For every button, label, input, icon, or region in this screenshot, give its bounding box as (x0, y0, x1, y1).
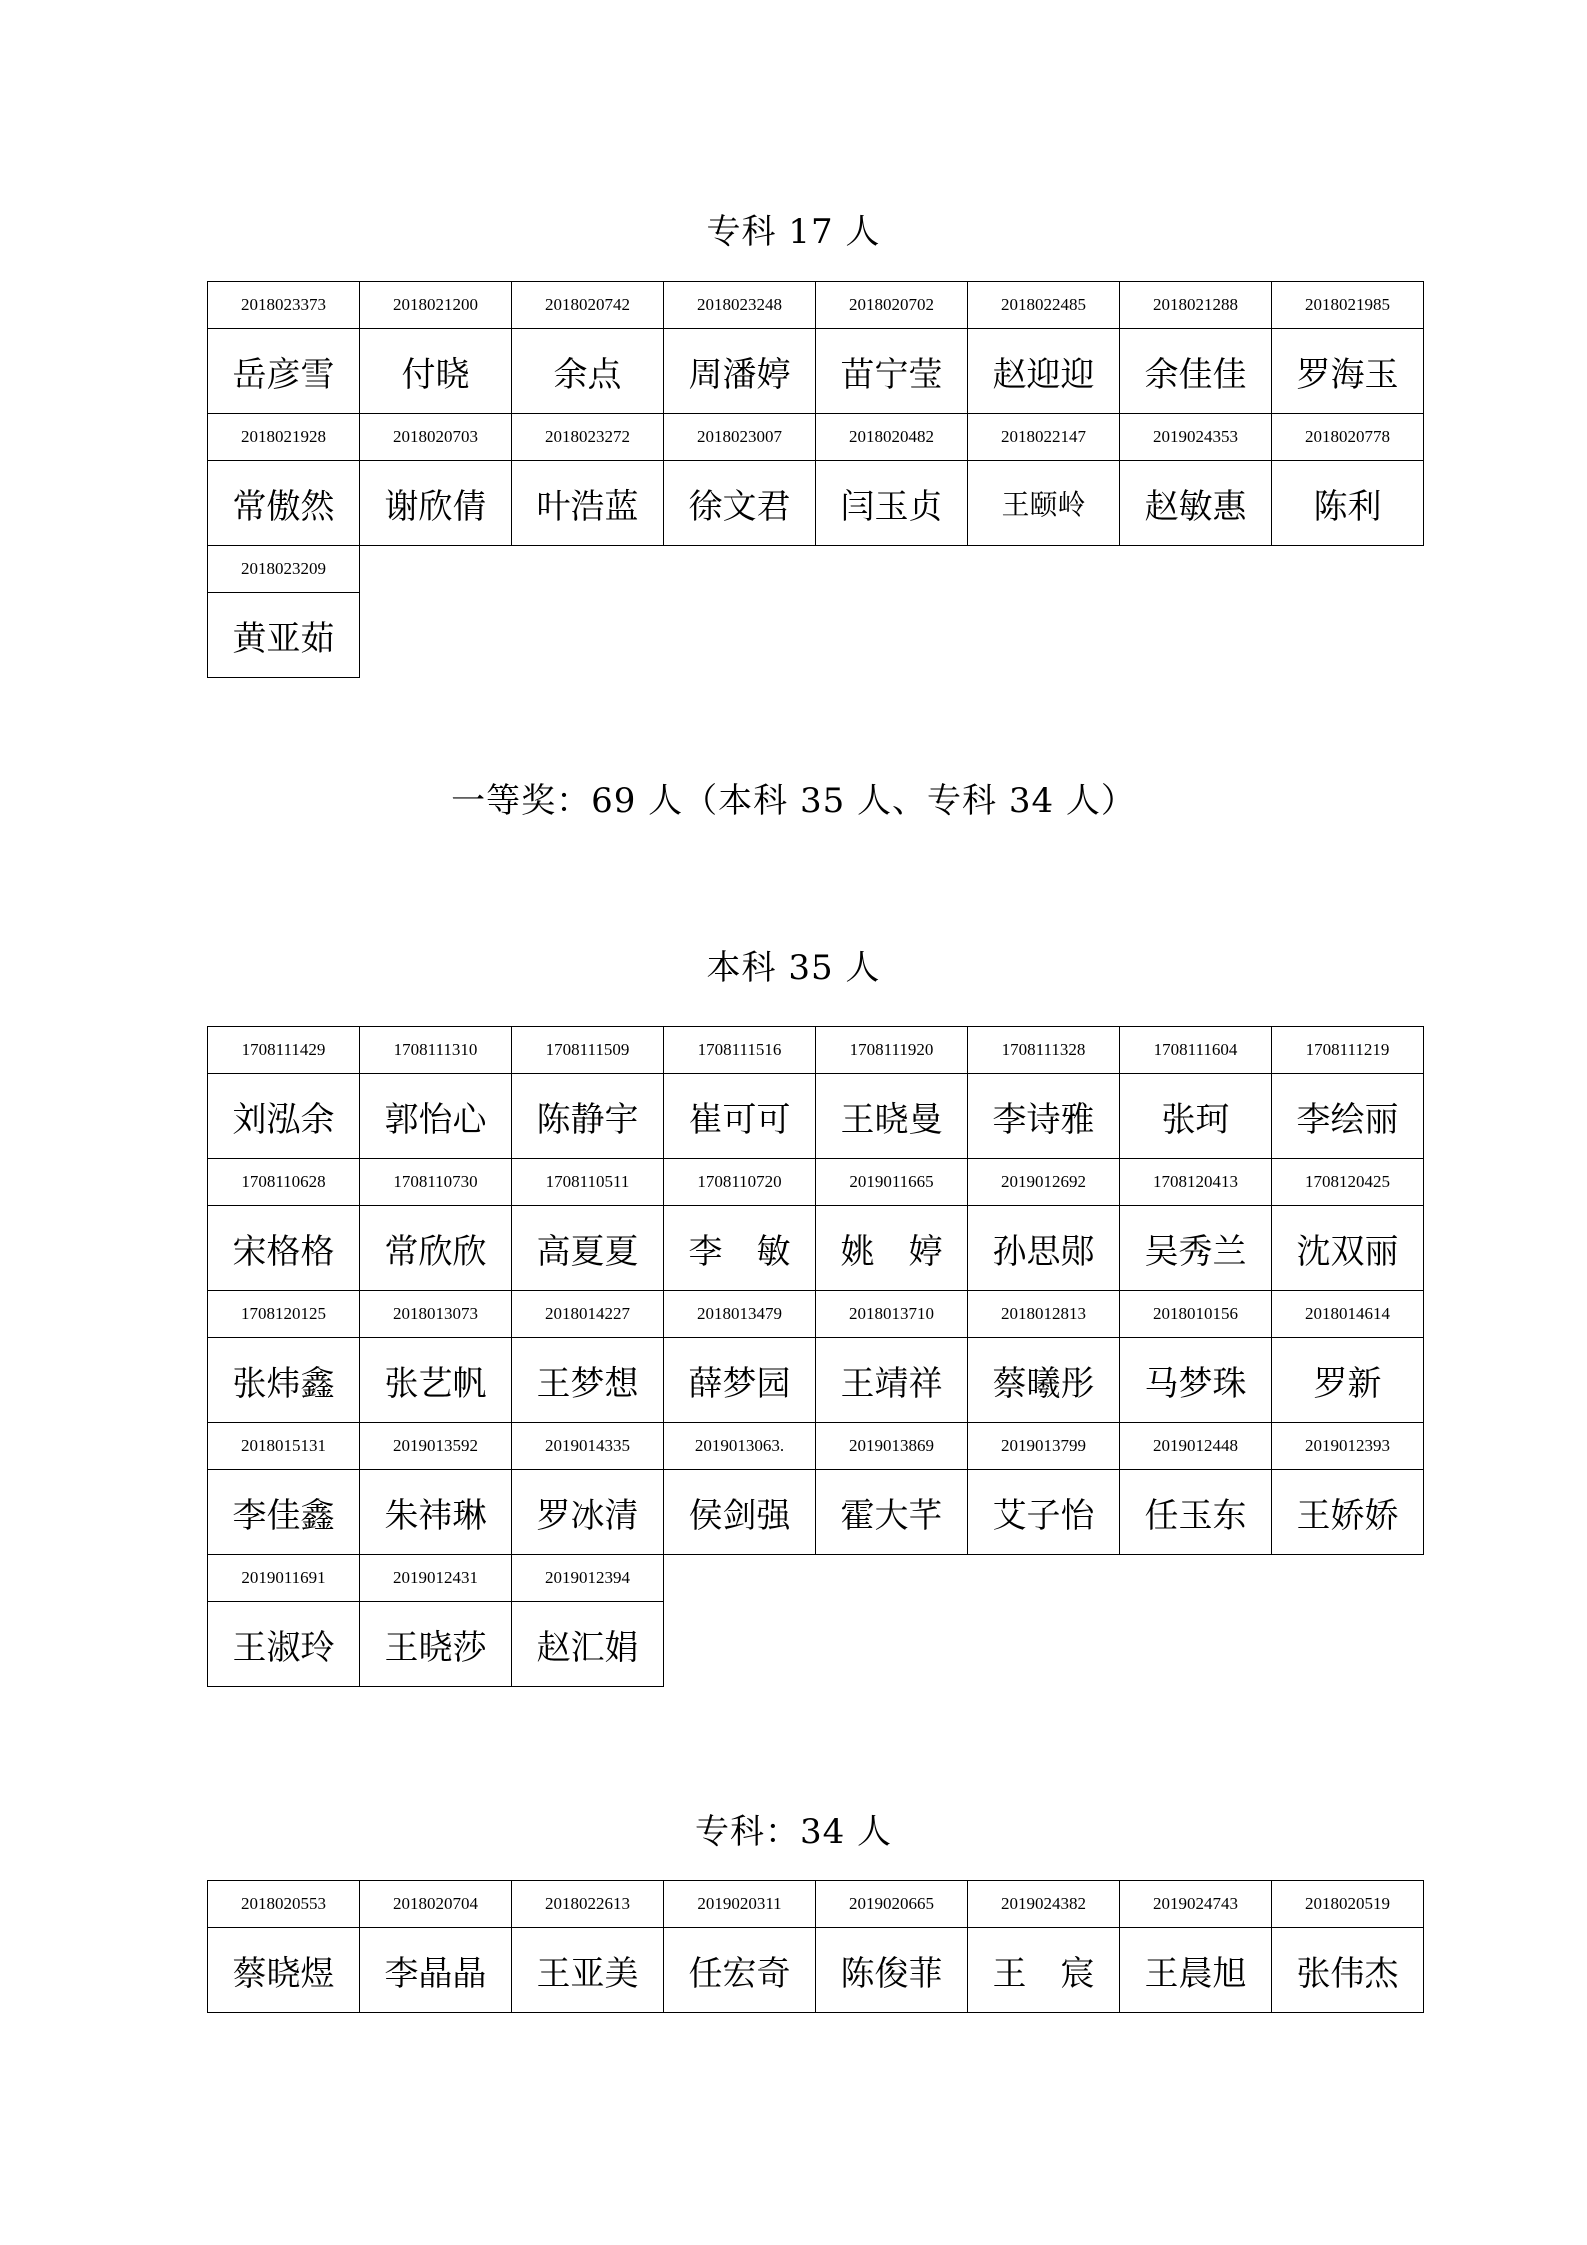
id-row (208, 282, 1424, 329)
student-name: 罗海玉 (1272, 329, 1424, 414)
name-row (208, 593, 1424, 678)
student-name: 朱祎琳 (360, 1470, 512, 1555)
student-id: 2018020553 (208, 1881, 360, 1928)
student-name: 蔡晓煜 (208, 1928, 360, 2013)
section-title-zhuanke-34: 专科：34 人 (694, 1812, 893, 1852)
student-name: 李佳鑫 (208, 1470, 360, 1555)
id-row (208, 414, 1424, 461)
student-id: 2018021288 (1120, 282, 1272, 329)
student-id: 2019014335 (512, 1423, 664, 1470)
student-name: 张伟杰 (1272, 1928, 1424, 2013)
student-id: 2018020742 (512, 282, 664, 329)
student-name: 王颐岭 (968, 461, 1120, 546)
id-row (208, 1555, 1424, 1602)
student-name: 李晶晶 (360, 1928, 512, 2013)
name-row (208, 1928, 1424, 2013)
student-id: 2018023209 (208, 546, 360, 593)
student-name: 谢欣倩 (360, 461, 512, 546)
student-name: 周潘婷 (664, 329, 816, 414)
student-name: 霍大芊 (816, 1470, 968, 1555)
student-name: 陈静宇 (512, 1074, 664, 1159)
student-name: 赵汇娟 (512, 1602, 664, 1687)
student-id: 2018020778 (1272, 414, 1424, 461)
student-name: 赵敏惠 (1120, 461, 1272, 546)
name-row (208, 1074, 1424, 1159)
student-name: 王 宸 (968, 1928, 1120, 2013)
student-name: 吴秀兰 (1120, 1206, 1272, 1291)
student-id: 2019013063. (664, 1423, 816, 1470)
student-id: 2018015131 (208, 1423, 360, 1470)
student-id: 1708110730 (360, 1159, 512, 1206)
student-id: 2019013592 (360, 1423, 512, 1470)
student-name: 张珂 (1120, 1074, 1272, 1159)
id-row (208, 1159, 1424, 1206)
student-name: 侯剑强 (664, 1470, 816, 1555)
student-table-benke-35 (207, 1026, 1424, 1687)
student-id: 2019012448 (1120, 1423, 1272, 1470)
student-id: 2018020482 (816, 414, 968, 461)
student-name: 王晨旭 (1120, 1928, 1272, 2013)
student-id: 1708120413 (1120, 1159, 1272, 1206)
student-name: 崔可可 (664, 1074, 816, 1159)
name-row (208, 461, 1424, 546)
student-name: 王靖祥 (816, 1338, 968, 1423)
student-name: 余佳佳 (1120, 329, 1272, 414)
student-id: 2019012431 (360, 1555, 512, 1602)
student-name: 张艺帆 (360, 1338, 512, 1423)
student-name: 王淑玲 (208, 1602, 360, 1687)
student-id: 2019013869 (816, 1423, 968, 1470)
student-id: 1708111509 (512, 1027, 664, 1074)
name-row (208, 1206, 1424, 1291)
student-table-zhuanke-17 (207, 281, 1424, 678)
student-id: 2019011691 (208, 1555, 360, 1602)
student-name: 王晓曼 (816, 1074, 968, 1159)
student-id: 1708111516 (664, 1027, 816, 1074)
student-id: 2019020311 (664, 1881, 816, 1928)
student-id: 1708120125 (208, 1291, 360, 1338)
student-name: 沈双丽 (1272, 1206, 1424, 1291)
id-row (208, 1423, 1424, 1470)
student-id: 2018020703 (360, 414, 512, 461)
student-id: 2018010156 (1120, 1291, 1272, 1338)
student-name: 常傲然 (208, 461, 360, 546)
student-name: 薛梦园 (664, 1338, 816, 1423)
student-id: 2019024382 (968, 1881, 1120, 1928)
student-name: 付晓 (360, 329, 512, 414)
student-id: 2018022147 (968, 414, 1120, 461)
student-name: 叶浩蓝 (512, 461, 664, 546)
student-name: 徐文君 (664, 461, 816, 546)
student-name: 余点 (512, 329, 664, 414)
student-id: 2018013710 (816, 1291, 968, 1338)
student-id: 1708111429 (208, 1027, 360, 1074)
section-title-zhuanke-17: 专科 17 人 (706, 212, 881, 252)
student-name: 任宏奇 (664, 1928, 816, 2013)
student-id: 2018023373 (208, 282, 360, 329)
name-row (208, 1338, 1424, 1423)
id-row (208, 1291, 1424, 1338)
section-title-first-prize: 一等奖：69 人（本科 35 人、专科 34 人） (451, 781, 1136, 821)
student-name: 艾子怡 (968, 1470, 1120, 1555)
student-id: 2018022613 (512, 1881, 664, 1928)
student-id: 1708111604 (1120, 1027, 1272, 1074)
name-row (208, 1602, 1424, 1687)
student-id: 2018014227 (512, 1291, 664, 1338)
student-id: 2019013799 (968, 1423, 1120, 1470)
student-name: 黄亚茹 (208, 593, 360, 678)
student-name: 马梦珠 (1120, 1338, 1272, 1423)
student-id: 2018023248 (664, 282, 816, 329)
student-name: 岳彦雪 (208, 329, 360, 414)
student-id: 2019024353 (1120, 414, 1272, 461)
student-name: 张炜鑫 (208, 1338, 360, 1423)
student-id: 2019012394 (512, 1555, 664, 1602)
student-id: 2019011665 (816, 1159, 968, 1206)
student-name: 高夏夏 (512, 1206, 664, 1291)
student-name: 苗宁莹 (816, 329, 968, 414)
id-row (208, 1027, 1424, 1074)
section-title-benke-35: 本科 35 人 (706, 948, 881, 988)
student-name: 李 敏 (664, 1206, 816, 1291)
student-id: 2019012393 (1272, 1423, 1424, 1470)
student-name: 刘泓余 (208, 1074, 360, 1159)
student-id: 2018012813 (968, 1291, 1120, 1338)
student-id: 2019020665 (816, 1881, 968, 1928)
student-id: 2018014614 (1272, 1291, 1424, 1338)
student-id: 2018013479 (664, 1291, 816, 1338)
student-id: 2018023007 (664, 414, 816, 461)
student-id: 1708111920 (816, 1027, 968, 1074)
student-table-zhuanke-34 (207, 1880, 1424, 2013)
student-id: 2019012692 (968, 1159, 1120, 1206)
student-id: 2018021200 (360, 282, 512, 329)
student-name: 王晓莎 (360, 1602, 512, 1687)
student-id: 2018020519 (1272, 1881, 1424, 1928)
student-id: 2018013073 (360, 1291, 512, 1338)
student-id: 1708111310 (360, 1027, 512, 1074)
student-name: 罗冰清 (512, 1470, 664, 1555)
student-name: 常欣欣 (360, 1206, 512, 1291)
student-name: 王亚美 (512, 1928, 664, 2013)
student-name: 姚 婷 (816, 1206, 968, 1291)
student-id: 1708120425 (1272, 1159, 1424, 1206)
student-name: 赵迎迎 (968, 329, 1120, 414)
student-name: 罗新 (1272, 1338, 1424, 1423)
student-id: 1708110511 (512, 1159, 664, 1206)
student-name: 宋格格 (208, 1206, 360, 1291)
student-id: 2018023272 (512, 414, 664, 461)
student-id: 2019024743 (1120, 1881, 1272, 1928)
student-name: 闫玉贞 (816, 461, 968, 546)
student-id: 2018020702 (816, 282, 968, 329)
student-id: 2018020704 (360, 1881, 512, 1928)
student-id: 1708110628 (208, 1159, 360, 1206)
student-id: 1708110720 (664, 1159, 816, 1206)
id-row (208, 546, 1424, 593)
student-id: 1708111328 (968, 1027, 1120, 1074)
id-row (208, 1881, 1424, 1928)
student-name: 王娇娇 (1272, 1470, 1424, 1555)
student-name: 孙思郧 (968, 1206, 1120, 1291)
name-row (208, 1470, 1424, 1555)
student-name: 陈利 (1272, 461, 1424, 546)
student-name: 郭怡心 (360, 1074, 512, 1159)
student-name: 李诗雅 (968, 1074, 1120, 1159)
student-name: 任玉东 (1120, 1470, 1272, 1555)
student-id: 2018021985 (1272, 282, 1424, 329)
student-name: 蔡曦彤 (968, 1338, 1120, 1423)
name-row (208, 329, 1424, 414)
student-id: 2018021928 (208, 414, 360, 461)
student-name: 陈俊菲 (816, 1928, 968, 2013)
student-id: 1708111219 (1272, 1027, 1424, 1074)
student-name: 李绘丽 (1272, 1074, 1424, 1159)
student-name: 王梦想 (512, 1338, 664, 1423)
student-id: 2018022485 (968, 282, 1120, 329)
